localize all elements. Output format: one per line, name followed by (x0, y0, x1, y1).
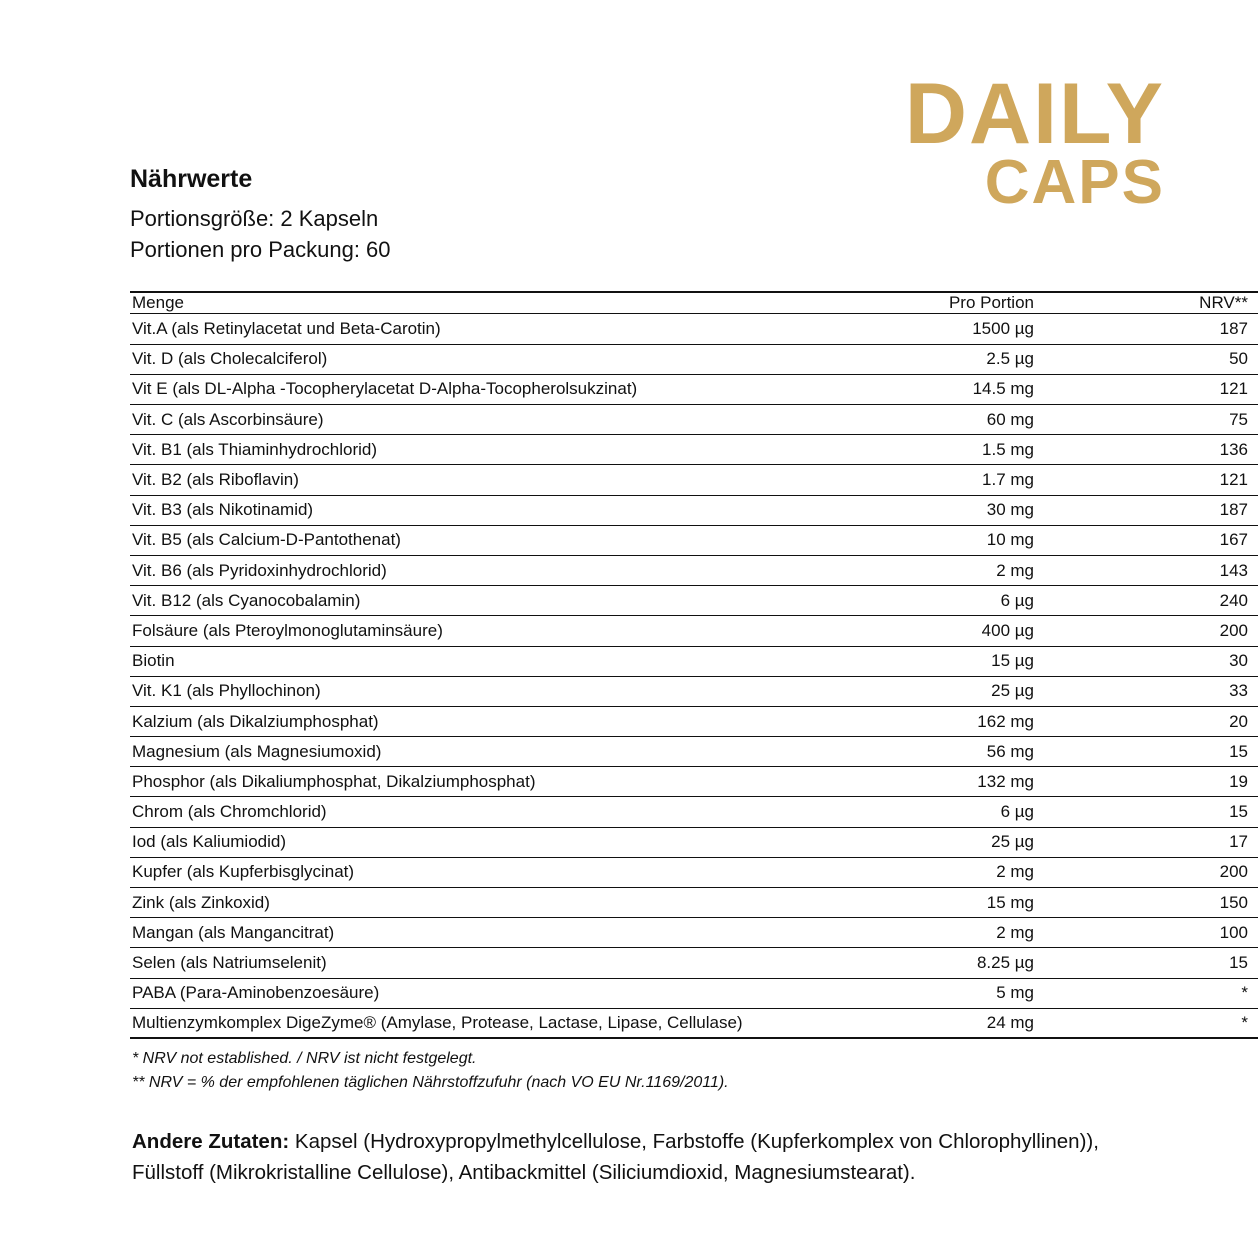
nutrient-amount: 15 mg (986, 892, 1034, 912)
nutrient-amount: 6 µg (1000, 802, 1034, 822)
table-row (130, 616, 1258, 646)
nutrient-nrv: 121 (1219, 379, 1248, 399)
nutrient-nrv: 121 (1219, 470, 1248, 489)
brand-logo-line-daily: DAILY (904, 66, 1165, 162)
nutrient-nrv: 17 (1229, 832, 1248, 852)
column-header-amount-name: Menge (132, 293, 184, 313)
nutrient-amount: 10 mg (986, 530, 1034, 550)
nutrient-nrv: 19 (1229, 771, 1248, 791)
table-row (130, 555, 1258, 585)
nutrient-amount: 30 mg (986, 500, 1034, 520)
nutrient-amount: 24 mg (986, 1013, 1034, 1033)
nutrient-name: Folsäure (als Pteroylmonoglutaminsäure) (132, 620, 443, 640)
nutrient-name: Vit. B6 (als Pyridoxinhydrochlorid) (132, 560, 387, 580)
nutrition-table-body (130, 314, 1258, 1039)
table-row (130, 767, 1258, 797)
table-row (130, 495, 1258, 525)
nutrient-name: Vit. B5 (als Calcium-D-Pantothenat) (132, 530, 401, 550)
nutrient-amount: 15 µg (991, 651, 1034, 671)
nutrient-amount: 400 µg (981, 620, 1034, 640)
nutrient-amount: 5 mg (996, 983, 1034, 1003)
table-row (130, 827, 1258, 857)
nutrient-name: Biotin (132, 651, 175, 671)
nutrition-facts-panel (130, 0, 1248, 1188)
nutrient-name: Vit. B3 (als Nikotinamid) (132, 500, 314, 520)
table-row (130, 405, 1258, 435)
other-ingredients-label: Andere Zutaten: (132, 1129, 290, 1153)
nutrient-name: Vit. C (als Ascorbinsäure) (132, 409, 324, 429)
serving-size-text: Portionsgröße: 2 Kapseln (130, 206, 379, 231)
nutrient-amount: 162 mg (977, 711, 1034, 731)
nutrient-name: Multienzymkomplex DigeZyme® (Amylase, Protease, Lactase, Lipase, Cellulase) (132, 1013, 743, 1033)
table-row (130, 525, 1258, 555)
table-row (130, 676, 1258, 706)
nutrient-name: Zink (als Zinkoxid) (132, 892, 270, 912)
nutrient-amount: 2 mg (996, 560, 1034, 580)
nutrient-name: Vit E (als DL-Alpha -Tocopherylacetat D-Alpha-Tocopherolsukzinat) (132, 379, 638, 399)
nutrient-amount: 8.25 µg (976, 953, 1034, 972)
table-row (130, 797, 1258, 827)
nutrient-name: Iod (als Kaliumiodid) (132, 832, 287, 852)
table-row (130, 948, 1258, 978)
footnote-nrv-definition: ** NRV = % der empfohlenen täglichen Nährstoffzufuhr (nach VO EU Nr.1169/2011). (132, 1074, 729, 1092)
other-ingredients-text: Kapsel (Hydroxypropylmethylcellulose, Farbstoffe (Kupferkomplex von Chlorophyllinen)), Füllstoff (Mikrokristalline Cellulose), Antibackmittel (Siliciumdioxid, Magnesiumstearat). (132, 1129, 1099, 1184)
servings-per-container-text: Portionen pro Packung: 60 (130, 237, 391, 263)
table-row (130, 888, 1258, 918)
nutrient-amount: 25 µg (991, 681, 1034, 701)
nutrient-name: Chrom (als Chromchlorid) (132, 802, 327, 822)
nutrient-name: Phosphor (als Dikaliumphosphat, Dikalziumphosphat) (132, 771, 536, 791)
nutrient-amount: 132 mg (977, 771, 1034, 791)
nutrient-nrv: 187 (1219, 500, 1248, 520)
nutrient-nrv: * (1241, 983, 1248, 1003)
nutrient-nrv: 200 (1219, 620, 1248, 640)
nutrient-amount: 1500 µg (972, 319, 1034, 339)
nutrient-nrv: 15 (1229, 953, 1248, 972)
nutrient-amount: 1.5 mg (982, 439, 1034, 459)
nutrient-nrv: 187 (1219, 319, 1248, 339)
nutrient-name: Vit. D (als Cholecalciferol) (132, 349, 328, 369)
nutrient-nrv: 100 (1219, 922, 1248, 942)
nutrient-nrv: 240 (1219, 590, 1248, 610)
column-header-per-serving: Pro Portion (948, 293, 1034, 313)
table-row (130, 314, 1258, 344)
nutrient-amount: 1.7 mg (982, 470, 1034, 489)
table-row (130, 706, 1258, 736)
nutrient-amount: 25 µg (991, 832, 1034, 852)
nutrient-nrv: 150 (1219, 892, 1248, 912)
nutrient-amount: 6 µg (1000, 590, 1034, 610)
page-title: Nährwerte (130, 165, 253, 193)
column-header-nrv: NRV** (1199, 293, 1248, 313)
table-row (130, 374, 1258, 404)
table-row (130, 465, 1258, 495)
nutrient-nrv: 15 (1229, 802, 1248, 822)
nutrient-nrv: 167 (1219, 530, 1248, 550)
table-row (130, 344, 1258, 374)
nutrient-amount: 14.5 mg (972, 379, 1034, 399)
nutrition-table (130, 291, 1258, 1039)
table-row (130, 646, 1258, 676)
nutrient-nrv: * (1241, 1013, 1248, 1033)
nutrient-nrv: 75 (1229, 409, 1248, 429)
other-ingredients (130, 1127, 1142, 1189)
footnote-nrv-not-established: * NRV not established. / NRV ist nicht festgelegt. (132, 1050, 477, 1068)
nutrient-name: Vit. K1 (als Phyllochinon) (132, 681, 321, 701)
nutrient-nrv: 15 (1229, 741, 1248, 761)
table-row (130, 435, 1258, 465)
nutrient-nrv: 30 (1229, 651, 1248, 671)
table-header-row (130, 292, 1258, 314)
table-row (130, 978, 1258, 1008)
nutrient-amount: 60 mg (986, 409, 1034, 429)
table-row (130, 586, 1258, 616)
nutrient-amount: 2 mg (996, 862, 1034, 882)
nutrient-name: Vit. B12 (als Cyanocobalamin) (132, 590, 361, 610)
nutrient-name: Mangan (als Mangancitrat) (132, 922, 335, 942)
nutrient-nrv: 50 (1229, 349, 1248, 369)
nutrient-amount: 56 mg (986, 741, 1034, 761)
nutrient-nrv: 200 (1219, 862, 1248, 882)
nutrient-nrv: 136 (1219, 439, 1248, 459)
nutrient-name: Vit.A (als Retinylacetat und Beta-Carotin) (132, 319, 441, 339)
table-row (130, 737, 1258, 767)
nutrient-amount: 2 mg (996, 922, 1034, 942)
nutrient-name: Vit. B2 (als Riboflavin) (132, 470, 299, 489)
table-row (130, 1008, 1258, 1038)
table-row (130, 857, 1258, 887)
nutrient-nrv: 20 (1229, 711, 1248, 731)
nutrient-nrv: 33 (1229, 681, 1248, 701)
nutrient-name: Vit. B1 (als Thiaminhydrochlorid) (132, 439, 378, 459)
nutrient-name: Magnesium (als Magnesiumoxid) (132, 741, 382, 761)
nutrient-name: PABA (Para-Aminobenzoesäure) (132, 983, 380, 1003)
footnotes (130, 1047, 1162, 1094)
nutrient-amount: 2.5 µg (986, 349, 1034, 369)
nutrition-table-head (130, 292, 1258, 314)
brand-logo-line-caps: CAPS (984, 147, 1165, 217)
nutrient-nrv: 143 (1219, 560, 1248, 580)
nutrient-name: Kupfer (als Kupferbisglycinat) (132, 862, 355, 882)
table-row (130, 918, 1258, 948)
nutrient-name: Kalzium (als Dikalziumphosphat) (132, 711, 379, 731)
nutrient-name: Selen (als Natriumselenit) (132, 953, 327, 972)
